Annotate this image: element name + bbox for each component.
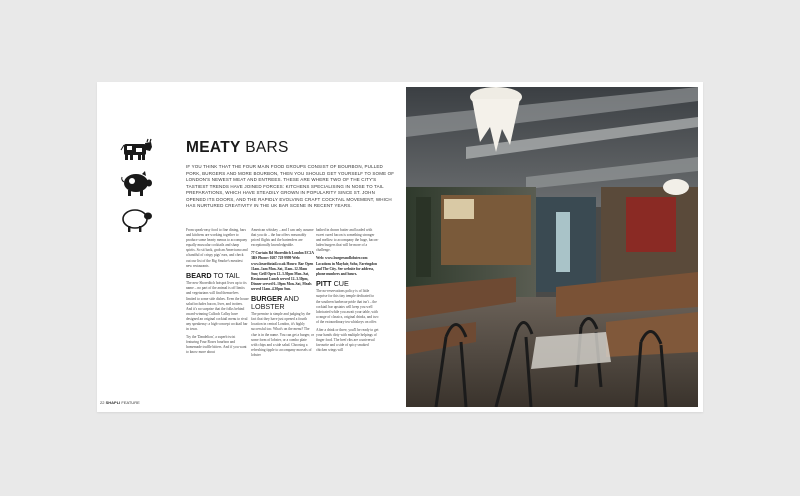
magazine-name: SHAPLI (105, 400, 121, 405)
paragraph: American whiskey – and I can only assume that you do – the bar offers reasonably priced flights and the bartenders are exceptionally knowledgeable. (251, 228, 314, 248)
section-heading-beard-to-tail: BEARD TO TAIL (186, 270, 240, 280)
page-number: 22 (100, 400, 105, 405)
venue-info: 77 Curtain Rd Shoreditch London EC2A 3BS Phone: 0207 729 9999 Web: www.beardtotail.co.uk Hours: Bar Open 11am–1am Mon–Sat, 11am–12.30am Sun; Grill Open 12–3.30pm Mon–Sat, Restaurant Lunch served 12–3.30pm, Dinner served 6–10pm Mon–Sat, Meals served 11am–4.30pm Sun. (251, 251, 314, 292)
cow-icon (120, 138, 154, 162)
paragraph: The no-reservations policy is of little surprise for this tiny temple dedicated to the southern barbecue pride that isn't – the cocktail bar upstairs will keep you well lubricated while you await your table, with a range of classics, original drinks, and two of the extraordinary tea whiskeys on offer. (316, 289, 379, 324)
section-heading-burger-and-lobster: BURGER AND LOBSTER (251, 294, 299, 311)
text-column-2 (251, 228, 314, 361)
pig-icon (120, 170, 154, 198)
article-title (186, 139, 289, 157)
text-column-1 (186, 228, 249, 359)
paragraph: The new Shoreditch hotspot lives up to its name – no part of the animal is off limits and vegetarians will find themselves limited to some side dishes. Even the house salad includes bacon, liver, and trotters. And it's no surprise that the folks behind award-winning Callooh Callay have designed an original cocktail menu to rival any speakeasy: a high-concept cocktail bar in town. (186, 281, 249, 332)
page-folio (100, 400, 140, 405)
venue-info: Web: www.burgerandlobster.com Locations in Mayfair, Soho, Farringdon and The City. See website for address, phone numbers and hours. (316, 256, 377, 276)
animal-icons (120, 138, 154, 242)
section-name: FEATURE (121, 400, 140, 405)
paragraph: From speak-easy food to fine dining, bars and kitchens are working together to produce some hearty menus to accompany equally muscular cocktails and sharp spirits. So sit back, grab an Americano and a handful of crispy pigs' ears, and check out our list of the Big Smoke's meatiest new restaurants. (186, 228, 248, 268)
restaurant-interior-photo (406, 87, 698, 407)
paragraph: bathed in drawn butter and loaded with sweet cured bacon is something stronger and mellow to accompany the huge, bacon-laden burgers that will be more of a challenge. (316, 228, 379, 253)
section-heading-pitt-cue: PITT CUE (316, 278, 349, 288)
sheep-icon (120, 206, 154, 234)
title-bold: MEATY (186, 139, 241, 156)
paragraph: After a drink or three, you'll be ready to get your hands dirty with multiple helpings of finger food. The beef ribs are a universal favourite and a side of spicy smoked chicken wings will (316, 328, 379, 353)
paragraph: Try the 'Dandelion', a superb twist featuring Four Roses bourbon and homemade truffle bitters. And if you want to know more about (186, 335, 247, 355)
text-column-3 (316, 228, 379, 356)
article-intro: IF YOU THINK THAT THE FOUR MAIN FOOD GROUPS CONSIST OF BOURBON, PULLED PORK, BURGERS AND MORE BOURBON, THEN YOU SHOULD GET YOURSELF TO SOME OF LONDON'S NEWEST MEAT AND ENTREES. THESE ARE WHERE TWO OF THE CITY'S TASTIEST TRENDS HAVE JOINED FORCES: KITCHENS SPECIALISING IN NOSE TO TAIL PREPARATIONS, WHICH HAVE STEADILY GROWN IN POPULARITY SINCE ST. JOHN OPENED ITS DOORS, AND THE RAPIDLY EVOLVING CRAFT COCKTAIL MOVEMENT, WHICH HAS NURTURED CREATIVITY IN THE UK BAR SCENE IN RECENT YEARS. (186, 164, 395, 208)
paragraph: The premise is simple and judging by the fact that they have just opened a fourth location in central London, it's highly successful too. What's on the menu? The clue is in the name. You can get a burger, or some form of lobster, or a combo plate with chips and a side salad. Choosing a refreshing tipple to accompany morsels of lobster (251, 312, 314, 357)
title-light: BARS (245, 139, 289, 156)
